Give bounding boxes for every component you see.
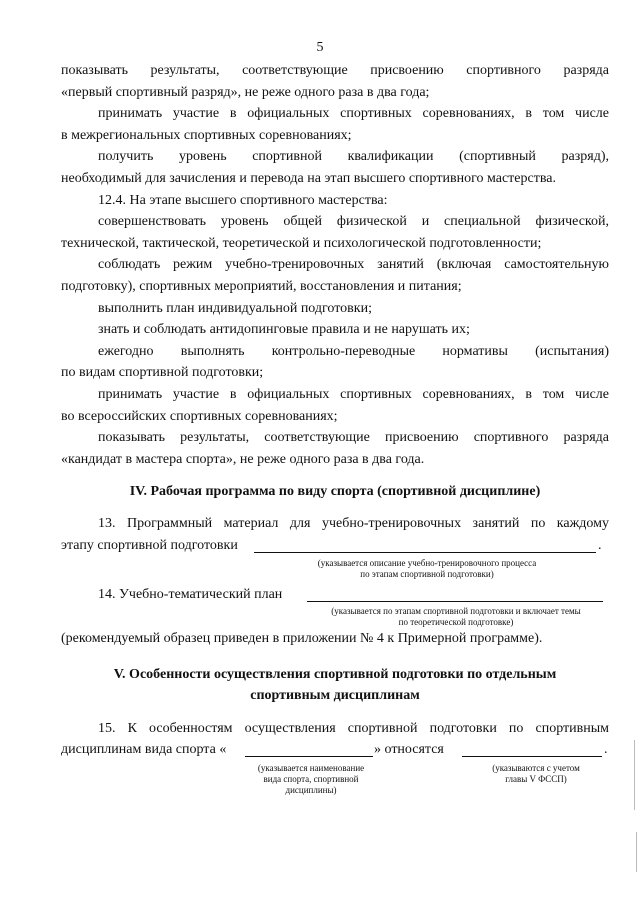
text-line: получить уровень спортивной квалификации (спортивный разряд), [98,149,609,165]
hint-line: дисциплины) [285,784,337,795]
item-13-line: 13. Программный материал для учебно-тренировочных занятий по каждому [98,516,609,532]
hint-line: по теоретической подготовке) [398,617,514,628]
text-line: ежегодно выполнять контрольно-переводные нормативы (испытания) [98,343,609,359]
text-line: знать и соблюдать антидопинговые правила и не нарушать их; [98,322,470,338]
section-heading-v: спортивным дисциплинам [250,687,420,703]
item-14-line [61,584,609,606]
document-body [61,60,609,801]
period: . [598,537,602,553]
text-line: подготовку), спортивных мероприятий, восстановления и питания; [61,278,462,294]
scan-edge-mark [636,832,637,872]
hint-line: по этапам спортивной подготовки) [360,569,494,580]
item-15-line: 15. К особенностям осуществления спортивной подготовки по спортивным [98,720,609,736]
text-line: «кандидат в мастера спорта», не реже одного раза в два года. [61,451,425,467]
text-line: в межрегиональных спортивных соревнованиях; [61,127,352,143]
fill-in-blank [245,742,373,757]
text-line: принимать участие в официальных спортивных соревнованиях, в том числе [98,106,609,122]
hint-line: (указывается наименование [257,762,365,773]
item-15-text: дисциплинам вида спорта « [61,742,227,758]
hint-line: (указываются с учетом [492,762,580,773]
hint-note [301,606,611,628]
text-line: «первый спортивный разряд», не реже одного раза в два года; [61,84,430,100]
item-15-line [61,739,609,761]
period: . [604,742,608,758]
fill-in-blank [462,742,602,757]
page-number: 5 [316,40,324,55]
text-line: показывать результаты, соответствующие присвоению спортивного разряда [61,63,609,78]
hint-note [236,763,386,796]
text-line: технической, тактической, теоретической и психологической подготовленности; [61,235,542,251]
recommendation-line: (рекомендуемый образец приведен в приложении № 4 к Примерной программе). [61,631,543,647]
item-14-text: 14. Учебно-тематический план [98,587,283,603]
text-line: необходимый для зачисления и перевода на этап высшего спортивного мастерства. [61,170,556,186]
hint-line: вида спорта, спортивной [263,773,359,784]
hint-line: главы V ФССП) [505,773,567,784]
item-15-text: » относятся [374,742,444,758]
scan-edge-mark [634,740,635,810]
text-line: совершенствовать уровень общей физической и специальной физической, [98,214,609,230]
section-heading-v: V. Особенности осуществления спортивной подготовки по отдельным [113,666,557,682]
text-line: выполнить план индивидуальной подготовки; [98,300,372,316]
item-13-line [61,535,609,557]
hint-line: (указывается описание учебно-тренировочного процесса [317,558,537,569]
fill-in-blank [254,538,596,553]
hint-note [471,763,601,785]
text-line: показывать результаты, соответствующие присвоению спортивного разряда [98,430,609,446]
text-line: соблюдать режим учебно-тренировочных занятий (включая самостоятельную [98,257,609,273]
text-line: по видам спортивной подготовки; [61,365,264,381]
hint-line: (указывается по этапам спортивной подготовки и включает темы [331,606,581,617]
text-line: принимать участие в официальных спортивных соревнованиях, в том числе [98,386,609,402]
text-line: 12.4. На этапе высшего спортивного мастерства: [98,192,388,208]
hint-note [261,558,593,580]
paragraph-block [61,60,609,470]
item-13-text: этапу спортивной подготовки [61,537,238,553]
section-heading-iv: IV. Рабочая программа по виду спорта (спортивной дисциплине) [129,484,541,500]
fill-in-blank [307,587,603,602]
text-line: во всероссийских спортивных соревнованиях; [61,408,338,424]
